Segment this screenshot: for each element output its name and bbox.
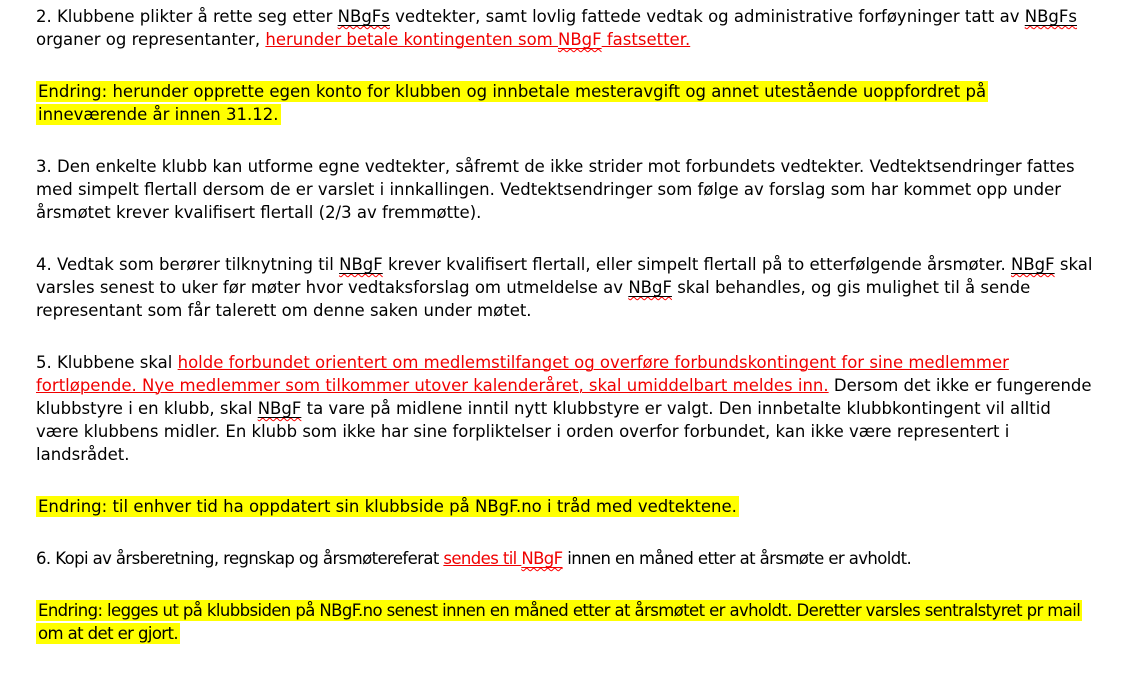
text-run: 4. Vedtak som berører tilknytning til [36, 255, 340, 274]
text-run: vedtekter, samt lovlig fattede vedtak og administrative forføyninger tatt av [389, 7, 1025, 26]
org-name: NBgF [339, 255, 383, 274]
spellcheck-squiggle-word [338, 7, 390, 26]
inserted-text-run: holde forbundet orientert om medlemstilfanget [177, 353, 575, 372]
spellcheck-squiggle-word [1025, 7, 1077, 26]
text-run: 6. Kopi av årsberetning, regnskap og årsmøtereferat [36, 549, 444, 568]
inserted-text-run: herunder betale kontingenten som [265, 30, 558, 49]
text-run: 2. Klubbene plikter å rette seg etter [36, 7, 338, 26]
text-run: innen en måned etter at årsmøte er avholdt. [562, 549, 912, 568]
spellcheck-squiggle-word [258, 399, 302, 418]
org-name: NBgF [521, 549, 563, 568]
spellcheck-squiggle-word [628, 278, 672, 297]
inserted-text-run: sendes til [443, 549, 522, 568]
text-run: skal varsles senest to uker før møter hvor vedtaksforslag om utmeldelse av [36, 255, 1093, 297]
inserted-text-run: og overføre forbundskontingent for sine medlemmer fortløpende. [36, 353, 1009, 395]
paragraph-4 [36, 253, 1098, 322]
org-name: NBgF [628, 278, 672, 297]
highlighted-text: Endring: legges ut på klubbsiden på NBgF.no senest innen en måned etter at årsmøtet er avholdt. Deretter varsles sentralstyret pr mail om at det er gjort. [38, 601, 1081, 643]
change-note-3 [36, 599, 1098, 645]
highlighted-text: Endring: herunder opprette egen konto for klubben og innbetale mesteravgift og annet utestående uoppfordret på inneværende år innen 31.12. [38, 82, 987, 124]
change-note-1 [36, 80, 1098, 126]
highlighted-text: Endring: til enhver tid ha oppdatert sin klubbside på NBgF.no i tråd med vedtektene. [38, 497, 737, 516]
org-name: NBgF [257, 399, 302, 418]
text-run: 5. Klubbene skal [36, 353, 178, 372]
org-name: NBgFs [337, 7, 390, 26]
text-run: 3. Den enkelte klubb kan utforme egne vedtekter, såfremt de ikke strider mot forbundets vedtekter. Vedtektsendringer fattes med simpelt flertall dersom de er varslet i innkallingen. Vedtektsendringer som følge av forslag som har kommet opp under årsmøtet krever kvalifisert flertall (2/3 av fremmøtte). [36, 157, 1075, 222]
text-run: skal behandles, og gis mulighet til å sende representant som får talerett om denne saken under møtet. [36, 278, 1031, 320]
paragraph-5 [36, 351, 1098, 466]
org-name: NBgF [1011, 255, 1055, 274]
org-name: NBgF [557, 30, 602, 49]
change-note-2 [36, 495, 1098, 518]
spellcheck-squiggle-word [521, 549, 562, 568]
org-name: NBgFs [1024, 7, 1077, 26]
inserted-text-run: fastsetter. [601, 30, 691, 49]
paragraph-6 [36, 547, 1098, 570]
text-run: krever kvalifisert flertall, eller simpelt flertall på to etterfølgende årsmøter. [382, 255, 1012, 274]
document-page [36, 5, 1098, 645]
text-run: Dersom det ikke er fungerende klubbstyre i en klubb, skal [36, 376, 1092, 418]
text-run: organer og representanter, [36, 30, 266, 49]
inserted-text-run: Nye medlemmer som tilkommer utover kalenderåret, skal umiddelbart meldes inn. [142, 376, 829, 395]
text-run: ta vare på midlene inntil nytt klubbstyre er valgt. Den innbetalte klubbkontingent vil alltid være klubbens midler. En klubb som ikke har sine forpliktelser i orden overfor forbundet, kan ikke være representert i landsrådet. [36, 399, 1051, 464]
paragraph-2 [36, 5, 1098, 51]
spellcheck-squiggle-word [558, 30, 602, 49]
spellcheck-squiggle-word [1011, 255, 1055, 274]
paragraph-3 [36, 155, 1098, 224]
spellcheck-squiggle-word [339, 255, 383, 274]
